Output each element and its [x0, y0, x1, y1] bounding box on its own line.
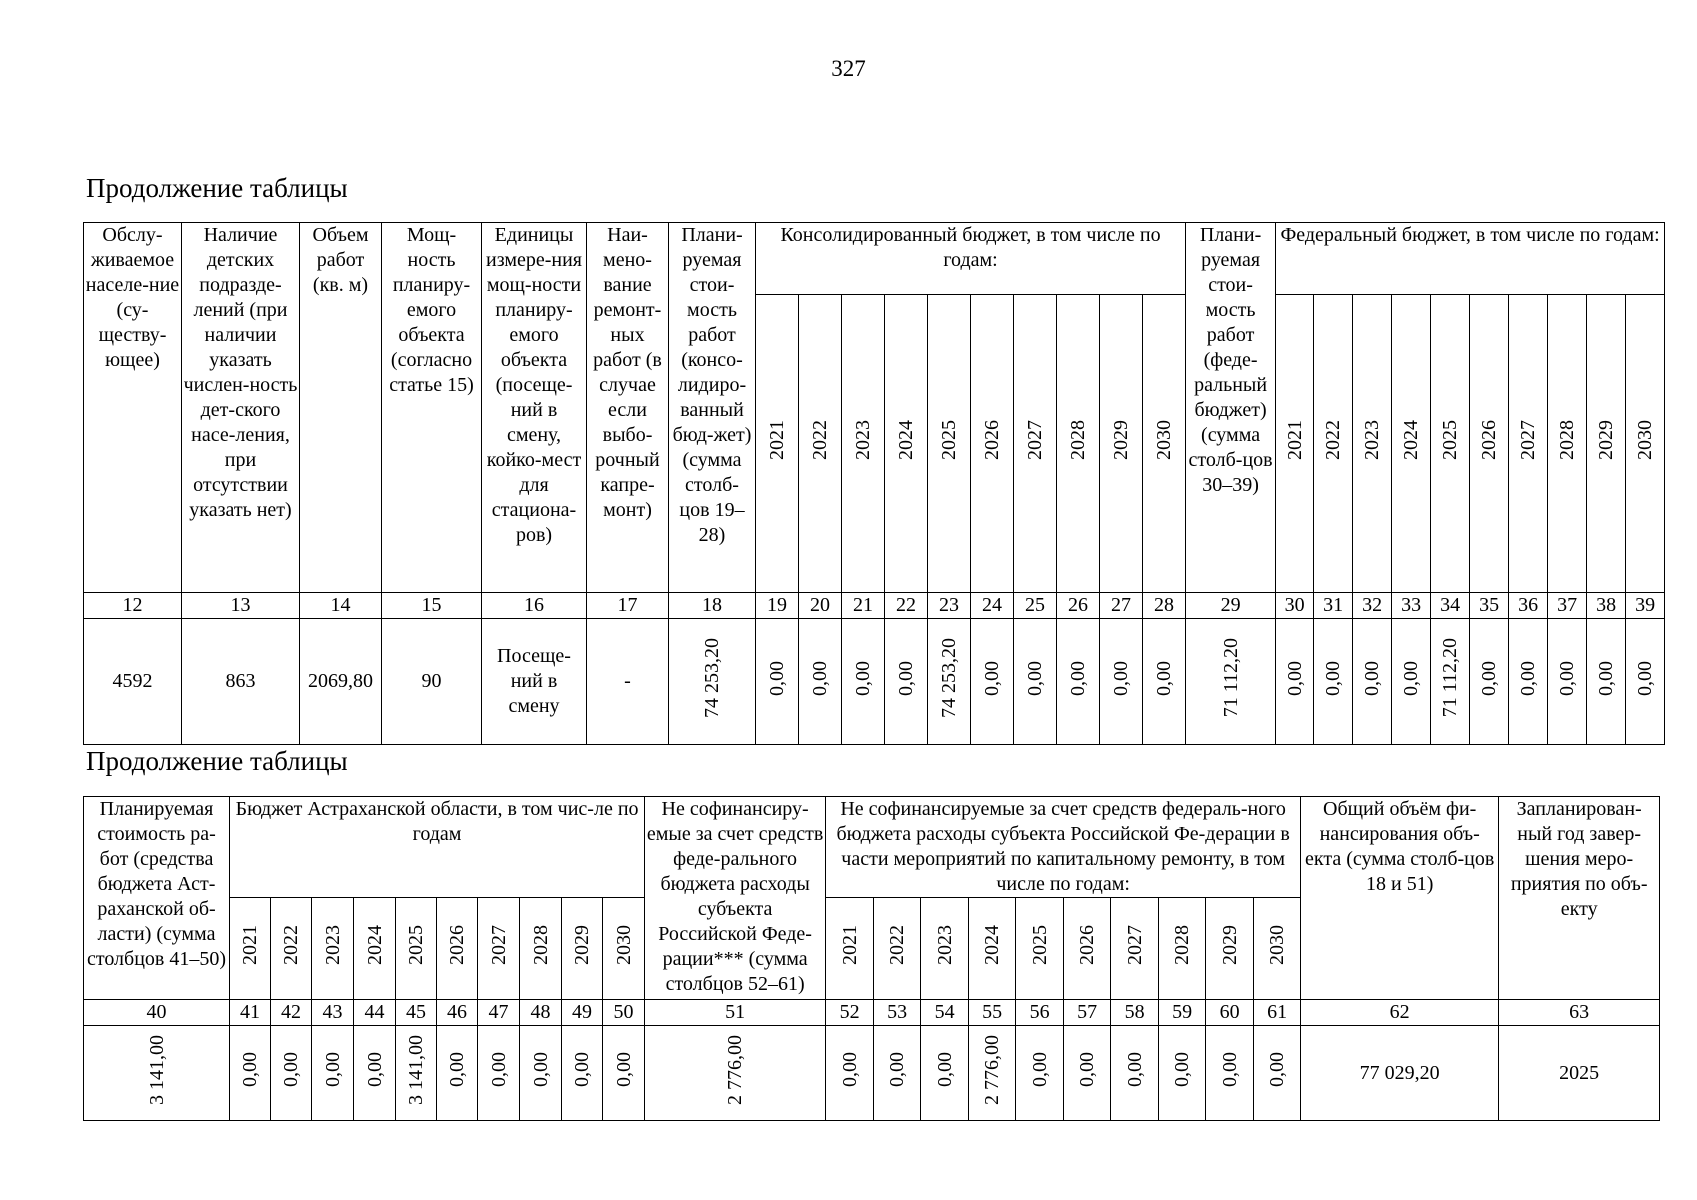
cell-capacity-unit: Посеще-ний в смену [482, 619, 587, 745]
regional-year-header-value: 2025 [405, 925, 427, 965]
cell-noncofinanced-year [874, 1026, 921, 1121]
noncofinanced-year-header-value: 2027 [1123, 925, 1146, 965]
consolidated-year-header-value: 2021 [766, 420, 788, 460]
noncofinanced-year-header [969, 898, 1016, 1000]
cell-regional-year-value: 0,00 [239, 1052, 261, 1087]
regional-year-header [230, 898, 271, 1000]
cell-consolidated-year-value: 0,00 [809, 660, 831, 696]
consolidated-year-header-value: 2026 [981, 420, 1003, 460]
cell-consolidated-year-value: 0,00 [895, 660, 917, 696]
cell-regional-year-value: 0,00 [529, 1052, 552, 1087]
header-completion-year: Запланирован-ный год завер-шения меро-приятия по объ-екту [1499, 797, 1660, 1000]
consolidated-year-header [1057, 295, 1100, 593]
cell-regional-year-value: 0,00 [321, 1052, 344, 1087]
federal-year-header [1353, 295, 1392, 593]
noncofinanced-year-header-value: 2028 [1171, 925, 1194, 965]
regional-year-header-value: 2022 [280, 925, 302, 965]
column-number: 46 [437, 1000, 478, 1026]
cell-federal-year-value: 0,00 [1478, 660, 1501, 696]
federal-year-header-value: 2029 [1595, 420, 1618, 460]
column-number: 37 [1548, 593, 1587, 619]
cell-noncofinanced-year-value: 0,00 [1123, 1052, 1146, 1087]
cell-consolidated-year-value: 0,00 [1024, 660, 1046, 696]
consolidated-year-header-value: 2025 [938, 420, 960, 460]
page-number: 327 [831, 56, 866, 81]
cell-federal-cost-value: 71 112,20 [1219, 638, 1242, 718]
column-number: 30 [1276, 593, 1314, 619]
column-number: 19 [756, 593, 799, 619]
header-federal-budget-group: Федеральный бюджет, в том числе по годам: [1276, 223, 1665, 295]
column-number: 34 [1431, 593, 1470, 619]
consolidated-year-header-value: 2023 [852, 420, 874, 460]
noncofinanced-year-header [1206, 898, 1254, 1000]
consolidated-year-header [971, 295, 1014, 593]
column-number: 27 [1100, 593, 1143, 619]
cell-noncofinanced-year-value: 2 776,00 [981, 1034, 1004, 1105]
cell-noncofinanced-year-value: 0,00 [838, 1052, 861, 1087]
consolidated-year-header [1143, 295, 1186, 593]
noncofinanced-year-header-value: 2021 [838, 925, 861, 965]
cell-regional-year [271, 1026, 312, 1121]
regional-year-header [396, 898, 437, 1000]
federal-year-header [1587, 295, 1626, 593]
federal-year-header [1392, 295, 1431, 593]
column-number: 49 [562, 1000, 603, 1026]
header-consolidated-cost: Плани-руемая стои-мость работ (консо-лидиро-ванный бюд-жет) (сумма столб-цов 19–28) [669, 223, 756, 593]
federal-year-header [1509, 295, 1548, 593]
cell-noncofinanced-year [1111, 1026, 1159, 1121]
column-number: 60 [1206, 1000, 1254, 1026]
cell-consolidated-year-value: 0,00 [981, 660, 1003, 696]
column-number: 52 [826, 1000, 874, 1026]
cell-noncofinanced-year [1254, 1026, 1301, 1121]
cell-consolidated-year [842, 619, 885, 745]
regional-year-header [437, 898, 478, 1000]
cell-regional-year [478, 1026, 520, 1121]
cell-federal-year [1392, 619, 1431, 745]
cell-federal-year [1314, 619, 1353, 745]
federal-year-header [1548, 295, 1587, 593]
consolidated-year-header-value: 2028 [1067, 420, 1089, 460]
consolidated-year-header [885, 295, 928, 593]
cell-federal-year [1509, 619, 1548, 745]
column-number: 21 [842, 593, 885, 619]
header-federal-cost: Плани-руемая стои-мость работ (феде-ральный бюджет) (сумма столб-цов 30–39) [1186, 223, 1276, 593]
column-number: 25 [1014, 593, 1057, 619]
regional-year-header [603, 898, 645, 1000]
regional-cost-value: 3 141,00 [145, 1034, 168, 1105]
column-number: 53 [874, 1000, 921, 1026]
cell-regional-year-value: 0,00 [280, 1052, 302, 1087]
cell-regional-year [230, 1026, 271, 1121]
federal-year-header-value: 2027 [1517, 420, 1540, 460]
regional-year-header-value: 2026 [446, 925, 468, 965]
consolidated-year-header-value: 2027 [1024, 420, 1046, 460]
federal-year-header-value: 2024 [1400, 420, 1423, 460]
column-number: 35 [1470, 593, 1509, 619]
cell-regional-year [437, 1026, 478, 1121]
noncofinanced-year-header [826, 898, 874, 1000]
cell-regional-year-value: 0,00 [612, 1052, 635, 1087]
cell-completion-year: 2025 [1499, 1026, 1660, 1121]
column-number: 16 [482, 593, 587, 619]
cell-regional-year-value: 0,00 [571, 1052, 593, 1087]
cell-consolidated-year-value: 0,00 [1110, 660, 1132, 696]
cell-capacity: 90 [382, 619, 482, 745]
federal-year-header [1626, 295, 1665, 593]
cell-federal-year [1431, 619, 1470, 745]
cell-noncofinanced-cost-value: 2 776,00 [724, 1034, 747, 1105]
consolidated-year-header [799, 295, 842, 593]
regional-year-header [562, 898, 603, 1000]
column-number: 63 [1499, 1000, 1660, 1026]
cell-consolidated-year-value: 0,00 [852, 660, 874, 696]
cell-federal-year-value: 0,00 [1283, 660, 1306, 696]
cell-consolidated-year [1143, 619, 1186, 745]
budget-table-part-2 [83, 796, 1660, 1121]
cell-regional-year [396, 1026, 437, 1121]
column-number: 17 [587, 593, 669, 619]
regional-year-header-value: 2023 [321, 925, 344, 965]
federal-year-header-value: 2028 [1556, 420, 1579, 460]
column-number: 55 [969, 1000, 1016, 1026]
federal-year-header [1276, 295, 1314, 593]
cell-regional-cost [84, 1026, 230, 1121]
cell-noncofinanced-year [1016, 1026, 1064, 1121]
column-number: 48 [520, 1000, 562, 1026]
consolidated-year-header-value: 2030 [1153, 420, 1176, 460]
regional-year-header-value: 2021 [239, 925, 261, 965]
column-number: 13 [182, 593, 300, 619]
cell-federal-year-value: 0,00 [1322, 660, 1345, 696]
column-number: 50 [603, 1000, 645, 1026]
consolidated-year-header [1014, 295, 1057, 593]
header-repair-name: Наи-мено-вание ремонт-ных работ (в случае если выбо-рочный капре-монт) [587, 223, 669, 593]
cell-regional-year [354, 1026, 396, 1121]
noncofinanced-year-header-value: 2022 [886, 925, 909, 965]
cell-consolidated-year [756, 619, 799, 745]
cell-federal-year [1548, 619, 1587, 745]
table-continuation-caption: Продолжение таблицы [86, 173, 348, 203]
federal-year-header-value: 2026 [1478, 420, 1501, 460]
regional-year-header [478, 898, 520, 1000]
federal-year-header [1314, 295, 1353, 593]
consolidated-year-header [1100, 295, 1143, 593]
cell-consolidated-year [1100, 619, 1143, 745]
noncofinanced-year-header-value: 2025 [1028, 925, 1051, 965]
column-number: 61 [1254, 1000, 1301, 1026]
column-number: 56 [1016, 1000, 1064, 1026]
regional-year-header [312, 898, 354, 1000]
header-noncofinanced-group: Не софинансируемые за счет средств федераль-ного бюджета расходы субъекта Российской Фе-дерации в части мероприятий по капитальному ремонту, в том числе по годам: [826, 797, 1301, 898]
noncofinanced-year-header-value: 2026 [1076, 925, 1099, 965]
column-number: 51 [645, 1000, 826, 1026]
header-capacity-unit: Единицы измере-ния мощ-ности планиру-емого объекта (посеще-ний в смену, койко-мест для стациона-ров) [482, 223, 587, 593]
cell-consolidated-year-value: 0,00 [1067, 660, 1089, 696]
column-number: 28 [1143, 593, 1186, 619]
budget-table-part-1 [83, 222, 1665, 745]
column-number: 44 [354, 1000, 396, 1026]
column-number: 57 [1064, 1000, 1111, 1026]
cell-noncofinanced-year-value: 0,00 [1266, 1052, 1289, 1087]
consolidated-year-header [928, 295, 971, 593]
column-number: 62 [1301, 1000, 1499, 1026]
cell-federal-year-value: 0,00 [1400, 660, 1423, 696]
cell-federal-year-value: 0,00 [1634, 660, 1657, 696]
column-number: 58 [1111, 1000, 1159, 1026]
consolidated-year-header [756, 295, 799, 593]
cell-noncofinanced-year-value: 0,00 [933, 1052, 956, 1087]
cell-federal-year-value: 0,00 [1517, 660, 1540, 696]
regional-year-header [354, 898, 396, 1000]
column-number: 38 [1587, 593, 1626, 619]
cell-noncofinanced-year [921, 1026, 969, 1121]
cell-consolidated-year-value: 74 253,20 [938, 638, 960, 718]
cell-federal-year-value: 71 112,20 [1439, 638, 1462, 718]
cell-noncofinanced-year-value: 0,00 [886, 1052, 909, 1087]
consolidated-year-header [842, 295, 885, 593]
cell-consolidated-year-value: 0,00 [766, 660, 788, 696]
column-number: 33 [1392, 593, 1431, 619]
cell-regional-year-value: 0,00 [363, 1052, 386, 1087]
cell-regional-year [312, 1026, 354, 1121]
cell-total-financing: 77 029,20 [1301, 1026, 1499, 1121]
cell-consolidated-year [971, 619, 1014, 745]
federal-year-header [1431, 295, 1470, 593]
column-number: 18 [669, 593, 756, 619]
consolidated-cost-value: 74 253,20 [701, 638, 723, 718]
cell-federal-year [1626, 619, 1665, 745]
consolidated-year-header-value: 2029 [1110, 420, 1132, 460]
noncofinanced-year-header [874, 898, 921, 1000]
header-work-volume: Объем работ (кв. м) [300, 223, 382, 593]
consolidated-year-header-value: 2022 [809, 420, 831, 460]
cell-regional-year-value: 3 141,00 [405, 1034, 427, 1105]
column-number: 47 [478, 1000, 520, 1026]
header-children-units: Наличие детских подразде-лений (при наличии указать числен-ность дет-ского насе-ления, при отсутствии указать нет) [182, 223, 300, 593]
header-served-population: Обслу-живаемое населе-ние (су-ществу-ющее) [84, 223, 182, 593]
regional-year-header [271, 898, 312, 1000]
cell-noncofinanced-year-value: 0,00 [1076, 1052, 1099, 1087]
header-total-financing: Общий объём фи-нансирования объ-екта (сумма столб-цов 18 и 51) [1301, 797, 1499, 1000]
cell-consolidated-year [799, 619, 842, 745]
cell-consolidated-year-value: 0,00 [1153, 660, 1176, 696]
column-number: 29 [1186, 593, 1276, 619]
column-number: 42 [271, 1000, 312, 1026]
column-number: 59 [1159, 1000, 1206, 1026]
column-number: 45 [396, 1000, 437, 1026]
column-number: 14 [300, 593, 382, 619]
column-number: 31 [1314, 593, 1353, 619]
cell-work-volume: 2069,80 [300, 619, 382, 745]
column-number: 23 [928, 593, 971, 619]
noncofinanced-year-header-value: 2030 [1266, 925, 1289, 965]
column-number: 41 [230, 1000, 271, 1026]
cell-noncofinanced-cost [645, 1026, 826, 1121]
cell-noncofinanced-year [1159, 1026, 1206, 1121]
header-regional-budget-group: Бюджет Астраханской области, в том чис-ле по годам [230, 797, 645, 898]
cell-federal-year-value: 0,00 [1595, 660, 1618, 696]
cell-noncofinanced-year-value: 0,00 [1028, 1052, 1051, 1087]
federal-year-header-value: 2021 [1283, 420, 1306, 460]
federal-year-header-value: 2023 [1361, 420, 1384, 460]
cell-noncofinanced-year [969, 1026, 1016, 1121]
cell-consolidated-year [885, 619, 928, 745]
cell-federal-year [1276, 619, 1314, 745]
noncofinanced-year-header-value: 2023 [933, 925, 956, 965]
cell-federal-year [1470, 619, 1509, 745]
noncofinanced-year-header [921, 898, 969, 1000]
header-consolidated-budget-group: Консолидированный бюджет, в том числе по годам: [756, 223, 1186, 295]
header-regional-cost: Планируемая стоимость ра-бот (средства бюджета Аст-раханской об-ласти) (сумма столбцов 41–50) [84, 797, 230, 1000]
cell-regional-year [562, 1026, 603, 1121]
column-number: 15 [382, 593, 482, 619]
noncofinanced-year-header [1064, 898, 1111, 1000]
federal-year-header [1470, 295, 1509, 593]
regional-year-header-value: 2029 [571, 925, 593, 965]
federal-year-header-value: 2030 [1634, 420, 1657, 460]
regional-year-header [520, 898, 562, 1000]
column-number: 20 [799, 593, 842, 619]
cell-consolidated-year [1057, 619, 1100, 745]
cell-noncofinanced-year [1064, 1026, 1111, 1121]
cell-noncofinanced-year [826, 1026, 874, 1121]
noncofinanced-year-header [1016, 898, 1064, 1000]
federal-year-header-value: 2022 [1322, 420, 1345, 460]
regional-year-header-value: 2024 [363, 925, 386, 965]
cell-consolidated-year [1014, 619, 1057, 745]
cell-repair-name: - [587, 619, 669, 745]
column-number: 24 [971, 593, 1014, 619]
cell-federal-year [1353, 619, 1392, 745]
column-number: 39 [1626, 593, 1665, 619]
cell-consolidated-cost [669, 619, 756, 745]
noncofinanced-year-header-value: 2029 [1218, 925, 1241, 965]
regional-year-header-value: 2028 [529, 925, 552, 965]
column-number: 12 [84, 593, 182, 619]
cell-children-units: 863 [182, 619, 300, 745]
cell-regional-year [603, 1026, 645, 1121]
cell-served-population: 4592 [84, 619, 182, 745]
header-capacity: Мощ-ность планиру-емого объекта (согласно статье 15) [382, 223, 482, 593]
column-number: 40 [84, 1000, 230, 1026]
column-number: 43 [312, 1000, 354, 1026]
column-number: 32 [1353, 593, 1392, 619]
cell-consolidated-year [928, 619, 971, 745]
cell-noncofinanced-year-value: 0,00 [1171, 1052, 1194, 1087]
cell-regional-year-value: 0,00 [446, 1052, 468, 1087]
cell-regional-year-value: 0,00 [487, 1052, 510, 1087]
noncofinanced-year-header [1111, 898, 1159, 1000]
noncofinanced-year-header-value: 2024 [981, 925, 1004, 965]
column-number: 54 [921, 1000, 969, 1026]
cell-federal-cost [1186, 619, 1276, 745]
consolidated-year-header-value: 2024 [895, 420, 917, 460]
regional-year-header-value: 2030 [612, 925, 635, 965]
cell-noncofinanced-year [1206, 1026, 1254, 1121]
cell-regional-year [520, 1026, 562, 1121]
regional-year-header-value: 2027 [487, 925, 510, 965]
federal-year-header-value: 2025 [1439, 420, 1462, 460]
cell-federal-year [1587, 619, 1626, 745]
column-number: 22 [885, 593, 928, 619]
column-number: 26 [1057, 593, 1100, 619]
cell-federal-year-value: 0,00 [1556, 660, 1579, 696]
table-continuation-caption: Продолжение таблицы [86, 746, 348, 776]
column-number: 36 [1509, 593, 1548, 619]
header-noncofinanced-cost: Не софинансиру-емые за счет средств феде-рального бюджета расходы субъекта Российской Феде-рации*** (сумма столбцов 52–61) [645, 797, 826, 1000]
noncofinanced-year-header [1159, 898, 1206, 1000]
noncofinanced-year-header [1254, 898, 1301, 1000]
cell-federal-year-value: 0,00 [1361, 660, 1384, 696]
cell-noncofinanced-year-value: 0,00 [1218, 1052, 1241, 1087]
